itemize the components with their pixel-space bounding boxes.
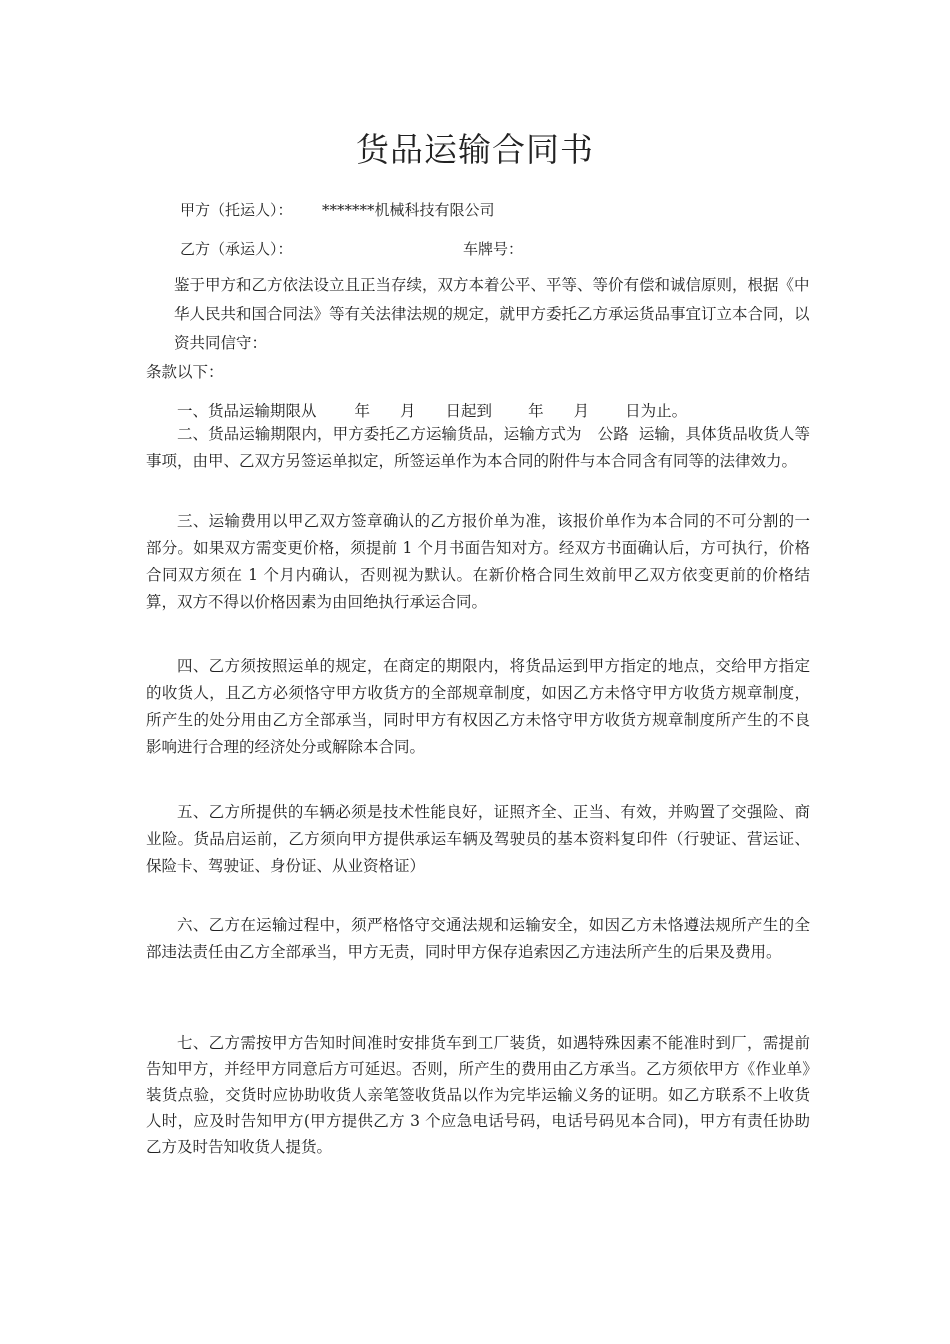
clause-2-text-1: 二、货品运输期限内，甲方委托乙方运输货品，运输方式为: [177, 425, 582, 443]
clause-7: 七、乙方需按甲方告知时间准时安排货车到工厂装货，如遇特殊因素不能准时到厂，需提前告知甲方，并经甲方同意后方可延迟。否则，所产生的费用由乙方承当。乙方须依甲方《作业单》装货点验，交货时应协助收货人亲笔签收货品以作为完毕运输义务的证明。如乙方联系不上收货人时，应及时告知甲方(甲方提供乙方 3 个应急电话号码，电话号码见本合同)，甲方有责任协助乙方及时告知收货人提货。: [146, 1034, 810, 1156]
plate-number-label: 车牌号：: [463, 240, 524, 258]
party-a-value: *******机械科技有限公司: [322, 201, 495, 219]
clause-1-day-from: 日起到: [445, 402, 493, 420]
preamble-paragraph: 鉴于甲方和乙方依法设立且正当存续，双方本着公平、平等、等价有偿和诚信原则，根据《中华人民共和国合同法》等有关法律法规的规定，就甲方委托乙方承运货品事宜订立本合同，以资共同信守：: [174, 276, 810, 352]
clause-6: 六、乙方在运输过程中，须严格恪守交通法规和运输安全，如因乙方未恪遵法规所产生的全部违法责任由乙方全部承当，甲方无责，同时甲方保存追索因乙方违法所产生的后果及费用。: [146, 916, 810, 961]
terms-intro: 条款以下：: [146, 363, 224, 381]
party-b-label: 乙方（承运人）：: [180, 240, 293, 258]
clause-1-text: 一、货品运输期限从: [177, 402, 317, 420]
party-a-label: 甲方（托运人）：: [180, 201, 293, 219]
clause-1-month-1: 月: [400, 402, 416, 420]
clause-1-year-2: 年: [528, 402, 544, 420]
clause-3: 三、运输费用以甲乙双方签章确认的乙方报价单为准，该报价单作为本合同的不可分割的一部分。如果双方需变更价格，须提前 1 个月书面告知对方。经双方书面确认后，方可执行，价格合同双方须在 1 个月内确认，否则视为默认。在新价格合同生效前甲乙双方依变更前的价格结算，双方不得以价格因素为由回绝执行承运合同。: [146, 512, 810, 611]
clause-2-text-2: 运输，具体货品收货人等事项，由甲、乙双方另签运单拟定，所签运单作为本合同的附件与本合同含有同等的法律效力。: [146, 425, 810, 470]
party-a-line: [180, 200, 495, 220]
clause-1-day-to: 日为止。: [625, 402, 688, 420]
party-b-line: [180, 239, 524, 259]
clause-2: [146, 421, 810, 475]
clause-4: 四、乙方须按照运单的规定，在商定的期限内，将货品运到甲方指定的地点，交给甲方指定的收货人，且乙方必须恪守甲方收货方的全部规章制度，如因乙方未恪守甲方收货方规章制度，所产生的处分用由乙方全部承当，同时甲方有权因乙方未恪守甲方收货方规章制度所产生的不良影响进行合理的经济处分或解除本合同。: [146, 657, 810, 756]
clause-2-transport-mode: 公路: [597, 425, 629, 443]
clause-1-year-1: 年: [354, 402, 371, 420]
clause-1-month-2: 月: [573, 402, 590, 420]
document-title: 货品运输合同书: [356, 130, 594, 169]
clause-5: 五、乙方所提供的车辆必须是技术性能良好，证照齐全、正当、有效，并购置了交强险、商业险。货品启运前，乙方须向甲方提供承运车辆及驾驶员的基本资料复印件（行驶证、营运证、保险卡、驾驶证、身份证、从业资格证）: [146, 803, 810, 875]
